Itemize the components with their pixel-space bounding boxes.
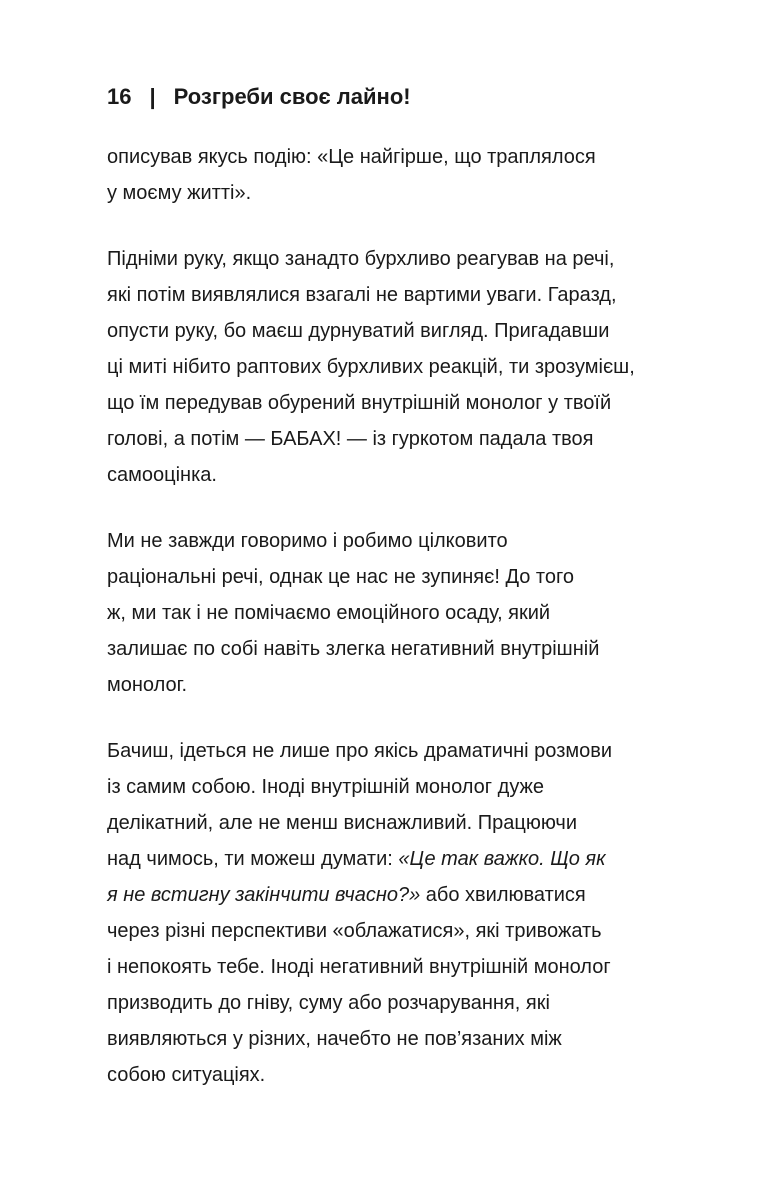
text-run: над чимось, ти можеш думати: xyxy=(107,848,399,870)
text-line: ці миті нібито раптових бурхливих реакцій, ти зрозумієш, xyxy=(107,356,635,378)
text-run: або хвилюватися xyxy=(420,884,586,906)
text-line: Бачиш, ідеться не лише про якісь драматичні розмови xyxy=(107,740,613,762)
text-line: призводить до гніву, суму або розчарування, які xyxy=(107,992,550,1014)
text-line: що їм передував обурений внутрішній монолог у твоїй xyxy=(107,392,612,414)
text-line: ж, ми так і не помічаємо емоційного осаду, який xyxy=(107,602,551,624)
text-line: Підніми руку, якщо занадто бурхливо реагував на речі, xyxy=(107,248,615,270)
text-line: раціональні речі, однак це нас не зупиняє! До того xyxy=(107,566,574,588)
text-line: які потім виявлялися взагалі не вартими уваги. Гаразд, xyxy=(107,284,617,306)
header-separator: | xyxy=(149,84,156,109)
text-line xyxy=(107,877,707,913)
text-line: через різні перспективи «облажатися», які тривожать xyxy=(107,920,602,942)
text-line: собою ситуаціях. xyxy=(107,1064,266,1086)
paragraph-3 xyxy=(107,523,707,703)
text-line: описував якусь подію: «Це найгірше, що траплялося xyxy=(107,146,596,168)
text-line: виявляються у різних, начебто не пов’язаних між xyxy=(107,1028,562,1050)
page-number: 16 xyxy=(107,84,132,109)
text-line: самооцінка. xyxy=(107,464,217,486)
text-line: і непокоять тебе. Іноді негативний внутрішній монолог xyxy=(107,956,611,978)
paragraph-2 xyxy=(107,241,707,493)
book-title: Розгреби своє лайно! xyxy=(173,84,411,109)
body-text xyxy=(107,139,707,1123)
running-head xyxy=(107,82,411,112)
italic-quote: я не встигну закінчити вчасно?» xyxy=(107,884,421,906)
text-line: опусти руку, бо маєш дурнуватий вигляд. Пригадавши xyxy=(107,320,610,342)
paragraph-1 xyxy=(107,139,707,211)
text-line: у моєму житті». xyxy=(107,182,252,204)
text-line xyxy=(107,841,707,877)
text-line: голові, а потім — БАБАХ! — із гуркотом падала твоя xyxy=(107,428,594,450)
paragraph-4 xyxy=(107,733,707,1093)
italic-quote: «Це так важко. Що як xyxy=(398,848,606,870)
text-line: залишає по собі навіть злегка негативний внутрішній xyxy=(107,638,600,660)
text-line: Ми не завжди говоримо і робимо цілковито xyxy=(107,530,508,552)
text-line: делікатний, але не менш виснажливий. Працюючи xyxy=(107,812,577,834)
text-line: монолог. xyxy=(107,674,188,696)
text-line: із самим собою. Іноді внутрішній монолог дуже xyxy=(107,776,545,798)
